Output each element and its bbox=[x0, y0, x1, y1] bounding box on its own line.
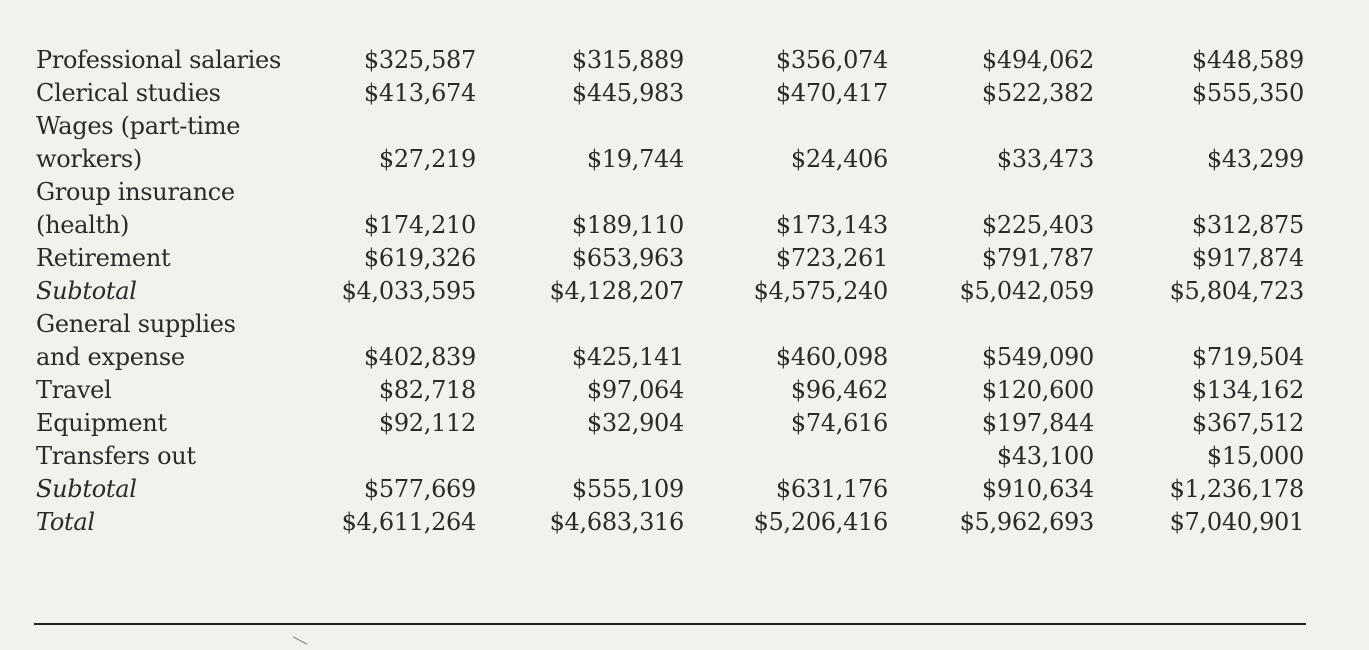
table-cell-year-3: $5,206,416 bbox=[753, 508, 888, 536]
row-label: Subtotal bbox=[36, 277, 137, 305]
table-row bbox=[36, 77, 1308, 110]
table-cell-year-4: $33,473 bbox=[996, 145, 1094, 173]
table-row bbox=[36, 440, 1308, 473]
table-cell-year-1: $413,674 bbox=[363, 79, 476, 107]
table-cell-year-1: $92,112 bbox=[378, 409, 476, 437]
row-label: Clerical studies bbox=[36, 79, 221, 107]
table-cell-year-1: $27,219 bbox=[378, 145, 476, 173]
table-cell-year-1: $4,611,264 bbox=[341, 508, 476, 536]
table-cell-year-4: $791,787 bbox=[981, 244, 1094, 272]
table-cell-year-2: $653,963 bbox=[571, 244, 684, 272]
table-cell-year-4: $5,042,059 bbox=[959, 277, 1094, 305]
table-cell-year-5: $15,000 bbox=[1206, 442, 1304, 470]
table-cell-year-4: $494,062 bbox=[981, 46, 1094, 74]
table-row bbox=[36, 473, 1308, 506]
table-cell-year-5: $134,162 bbox=[1191, 376, 1304, 404]
table-cell-year-5: $5,804,723 bbox=[1169, 277, 1304, 305]
table-cell-year-2: $32,904 bbox=[586, 409, 684, 437]
row-label: Subtotal bbox=[36, 475, 137, 503]
table-cell-year-3: $74,616 bbox=[790, 409, 888, 437]
table-cell-year-5: $555,350 bbox=[1191, 79, 1304, 107]
table-row bbox=[36, 308, 1308, 374]
table-cell-year-3: $24,406 bbox=[790, 145, 888, 173]
table-cell-year-4: $522,382 bbox=[981, 79, 1094, 107]
table-row bbox=[36, 275, 1308, 308]
table-row bbox=[36, 506, 1308, 539]
table-cell-year-2: $97,064 bbox=[586, 376, 684, 404]
table-cell-year-3: $723,261 bbox=[775, 244, 888, 272]
table-cell-year-5: $917,874 bbox=[1191, 244, 1304, 272]
horizontal-rule bbox=[34, 623, 1306, 625]
row-label: Group insurance (health) bbox=[36, 178, 235, 239]
table-cell-year-2: $555,109 bbox=[571, 475, 684, 503]
table-cell-year-5: $448,589 bbox=[1191, 46, 1304, 74]
table-cell-year-2: $445,983 bbox=[571, 79, 684, 107]
table-row bbox=[36, 374, 1308, 407]
table-row bbox=[36, 110, 1308, 176]
table-cell-year-4: $5,962,693 bbox=[959, 508, 1094, 536]
table-cell-year-3: $96,462 bbox=[790, 376, 888, 404]
table-cell-year-2: $425,141 bbox=[571, 343, 684, 371]
row-label: Professional salaries bbox=[36, 46, 281, 74]
row-label: General supplies and expense bbox=[36, 310, 236, 371]
table-cell-year-5: $43,299 bbox=[1206, 145, 1304, 173]
table-cell-year-2: $4,683,316 bbox=[549, 508, 684, 536]
row-label: Transfers out bbox=[36, 442, 196, 470]
row-label: Total bbox=[36, 508, 95, 536]
table-cell-year-5: $7,040,901 bbox=[1169, 508, 1304, 536]
table-cell-year-4: $120,600 bbox=[981, 376, 1094, 404]
table-cell-year-4: $549,090 bbox=[981, 343, 1094, 371]
table-cell-year-1: $577,669 bbox=[363, 475, 476, 503]
table-cell-year-3: $631,176 bbox=[775, 475, 888, 503]
table-cell-year-5: $1,236,178 bbox=[1169, 475, 1304, 503]
budget-table bbox=[36, 44, 1308, 539]
table-cell-year-1: $402,839 bbox=[363, 343, 476, 371]
table-cell-year-2: $189,110 bbox=[571, 211, 684, 239]
row-label: Retirement bbox=[36, 244, 171, 272]
row-label: Equipment bbox=[36, 409, 167, 437]
table-row bbox=[36, 242, 1308, 275]
table-cell-year-1: $619,326 bbox=[363, 244, 476, 272]
table-cell-year-2: $19,744 bbox=[586, 145, 684, 173]
table-cell-year-4: $225,403 bbox=[981, 211, 1094, 239]
table-cell-year-1: $174,210 bbox=[363, 211, 476, 239]
table-cell-year-3: $470,417 bbox=[775, 79, 888, 107]
table-cell-year-2: $4,128,207 bbox=[549, 277, 684, 305]
table-row bbox=[36, 44, 1308, 77]
table-cell-year-5: $367,512 bbox=[1191, 409, 1304, 437]
table-cell-year-4: $197,844 bbox=[981, 409, 1094, 437]
table-cell-year-5: $719,504 bbox=[1191, 343, 1304, 371]
table-row bbox=[36, 407, 1308, 440]
table-cell-year-4: $910,634 bbox=[981, 475, 1094, 503]
stray-pen-mark bbox=[293, 636, 308, 644]
table-cell-year-3: $4,575,240 bbox=[753, 277, 888, 305]
table-cell-year-4: $43,100 bbox=[996, 442, 1094, 470]
table-cell-year-1: $82,718 bbox=[378, 376, 476, 404]
table-cell-year-3: $460,098 bbox=[775, 343, 888, 371]
table-cell-year-1: $4,033,595 bbox=[341, 277, 476, 305]
table-cell-year-1: $325,587 bbox=[363, 46, 476, 74]
row-label: Travel bbox=[36, 376, 112, 404]
row-label: Wages (part-time workers) bbox=[36, 112, 241, 173]
table-cell-year-3: $173,143 bbox=[775, 211, 888, 239]
table-row bbox=[36, 176, 1308, 242]
table-cell-year-2: $315,889 bbox=[571, 46, 684, 74]
table-cell-year-5: $312,875 bbox=[1191, 211, 1304, 239]
table-cell-year-3: $356,074 bbox=[775, 46, 888, 74]
